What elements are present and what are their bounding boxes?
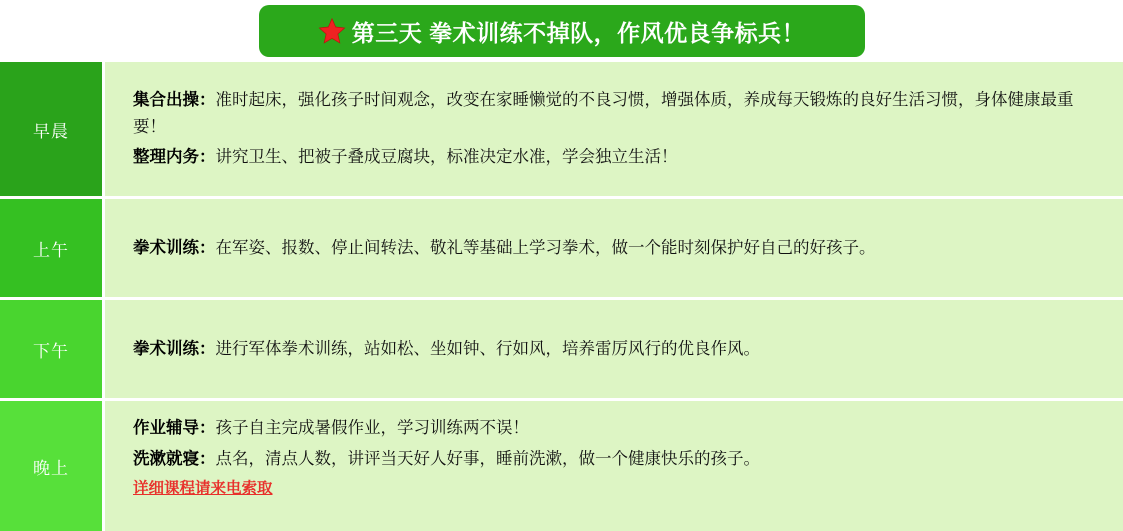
header-title: 第三天 拳术训练不掉队，作风优良争标兵！: [352, 15, 805, 48]
list-item: [133, 446, 1103, 473]
item-text: 孩子自主完成暑假作业，学习训练两不误！: [216, 419, 530, 437]
slot-label-morning: 早晨: [0, 62, 104, 198]
list-item: [133, 144, 1103, 171]
table-row: [0, 62, 1123, 198]
item-label: 洗漱就寝：: [133, 450, 216, 468]
list-item: [133, 87, 1103, 140]
item-label: 整理内务：: [133, 148, 216, 166]
list-item: [133, 235, 1103, 262]
slot-label-evening: 晚上: [0, 400, 104, 531]
red-star-icon: [318, 17, 346, 45]
item-text: 在军姿、报数、停止间转法、敬礼等基础上学习拳术，做一个能时刻保护好自己的好孩子。: [216, 239, 876, 257]
item-label: 拳术训练：: [133, 340, 216, 358]
item-text: 讲究卫生、把被子叠成豆腐块，标准决定水准，学会独立生活！: [216, 148, 678, 166]
slot-label-pm: 下午: [0, 299, 104, 400]
contact-note: 详细课程请来电索取: [133, 476, 1103, 501]
row-content-morning: [104, 62, 1123, 198]
item-label: 拳术训练：: [133, 239, 216, 257]
row-content-evening: [104, 400, 1123, 531]
row-content-am: [104, 198, 1123, 299]
table-row: [0, 299, 1123, 400]
table-row: [0, 198, 1123, 299]
header-banner-area: [0, 0, 1123, 62]
slot-label-am: 上午: [0, 198, 104, 299]
item-label: 集合出操：: [133, 91, 216, 109]
item-text: 进行军体拳术训练，站如松、坐如钟、行如风，培养雷厉风行的优良作风。: [216, 340, 761, 358]
schedule-table: [0, 62, 1123, 531]
item-text: 准时起床，强化孩子时间观念，改变在家睡懒觉的不良习惯，增强体质，养成每天锻炼的良好生活习惯，身体健康最重要！: [133, 91, 1074, 136]
list-item: [133, 415, 1103, 442]
list-item: [133, 336, 1103, 363]
row-content-pm: [104, 299, 1123, 400]
item-label: 作业辅导：: [133, 419, 216, 437]
header-banner: [259, 5, 865, 57]
table-row: [0, 400, 1123, 531]
item-text: 点名，清点人数，讲评当天好人好事，睡前洗漱，做一个健康快乐的孩子。: [216, 450, 761, 468]
